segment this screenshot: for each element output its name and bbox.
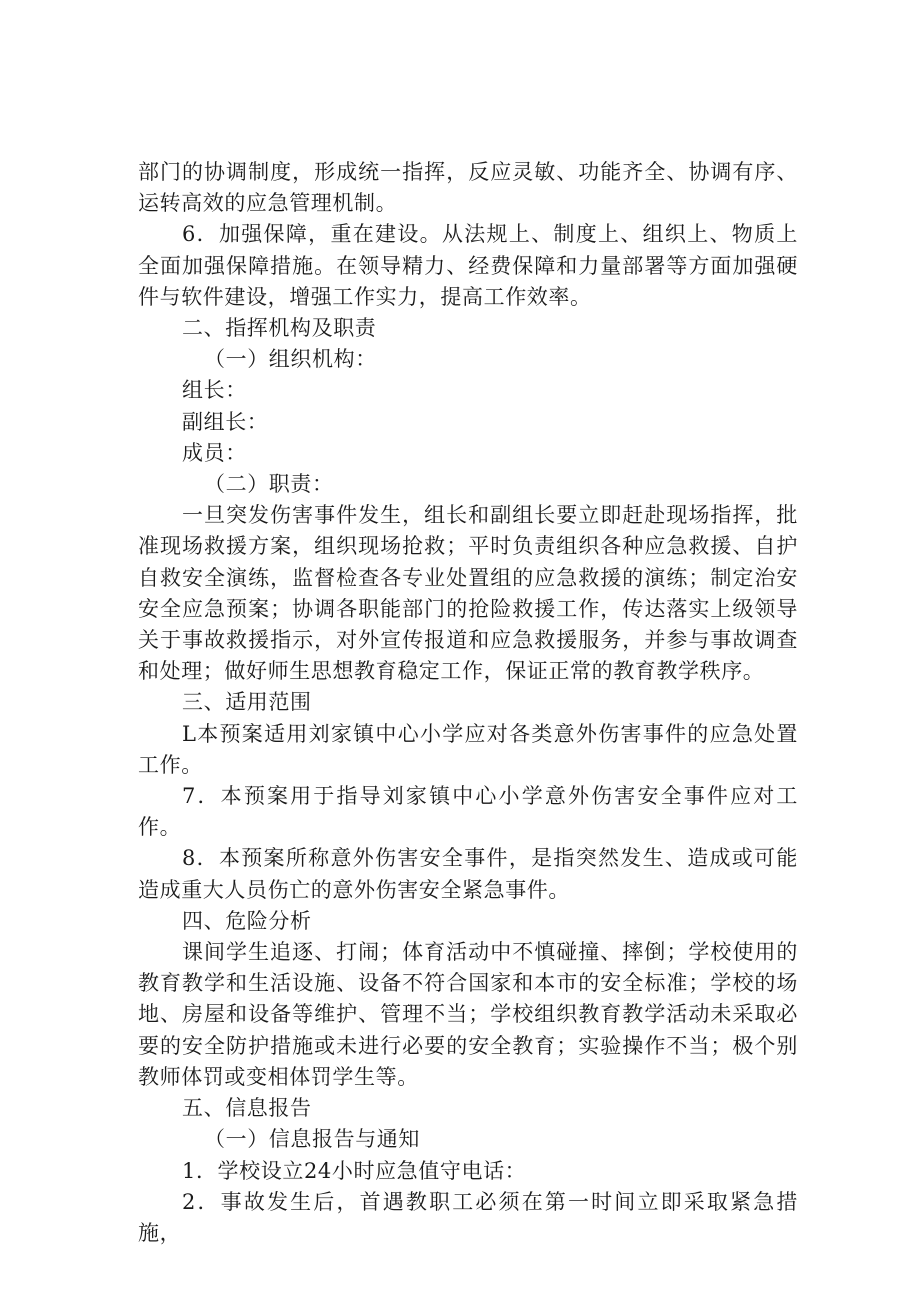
subsection-heading: （二）职责： bbox=[204, 472, 334, 497]
paragraph: 2．事故发生后，首遇教职工必须在第一时间立即采取紧急措施， bbox=[138, 1189, 798, 1245]
paragraph: 课间学生追逐、打闹；体育活动中不慎碰撞、摔倒；学校使用的教育教学和生活设施、设备不符合国家和本市的安全标准；学校的场地、房屋和设备等维护、管理不当；学校组织教育教学活动未采取必要的安全防护措施或未进行必要的安全教育；实验操作不当；极个别教师体罚或变相体罚学生等。 bbox=[138, 940, 798, 1089]
section-heading: 三、适用范围 bbox=[182, 690, 312, 715]
paragraph: L本预案适用刘家镇中心小学应对各类意外伤害事件的应急处置工作。 bbox=[138, 721, 798, 777]
section-heading: 五、信息报告 bbox=[182, 1096, 312, 1121]
field-line: 组长： bbox=[182, 378, 247, 403]
paragraph: 8．本预案所称意外伤害安全事件，是指突然发生、造成或可能造成重大人员伤亡的意外伤害安全紧急事件。 bbox=[138, 846, 798, 902]
subsection-heading: （一）组织机构： bbox=[204, 347, 377, 372]
paragraph: 6．加强保障，重在建设。从法规上、制度上、组织上、物质上全面加强保障措施。在领导精力、经费保障和力量部署等方面加强硬件与软件建设，增强工作实力，提高工作效率。 bbox=[138, 222, 798, 309]
field-line: 副组长： bbox=[182, 409, 269, 434]
paragraph: 部门的协调制度，形成统一指挥，反应灵敏、功能齐全、协调有序、运转高效的应急管理机制。 bbox=[138, 160, 798, 216]
paragraph: 7．本预案用于指导刘家镇中心小学意外伤害安全事件应对工作。 bbox=[138, 784, 798, 840]
section-heading: 二、指挥机构及职责 bbox=[182, 316, 377, 341]
subsection-heading: （一）信息报告与通知 bbox=[204, 1127, 420, 1152]
section-heading: 四、危险分析 bbox=[182, 908, 312, 933]
paragraph: 1．学校设立24小时应急值守电话： bbox=[182, 1158, 527, 1183]
field-line: 成员： bbox=[182, 440, 247, 465]
document-page bbox=[138, 157, 798, 1249]
paragraph: 一旦突发伤害事件发生，组长和副组长要立即赶赴现场指挥，批准现场救援方案，组织现场抢救；平时负责组织各种应急救援、自护自救安全演练，监督检查各专业处置组的应急救援的演练；制定治安安全应急预案；协调各职能部门的抢险救援工作，传达落实上级领导关于事故救援指示，对外宣传报道和应急救援服务，并参与事故调查和处理；做好师生思想教育稳定工作，保证正常的教育教学秩序。 bbox=[138, 503, 798, 684]
